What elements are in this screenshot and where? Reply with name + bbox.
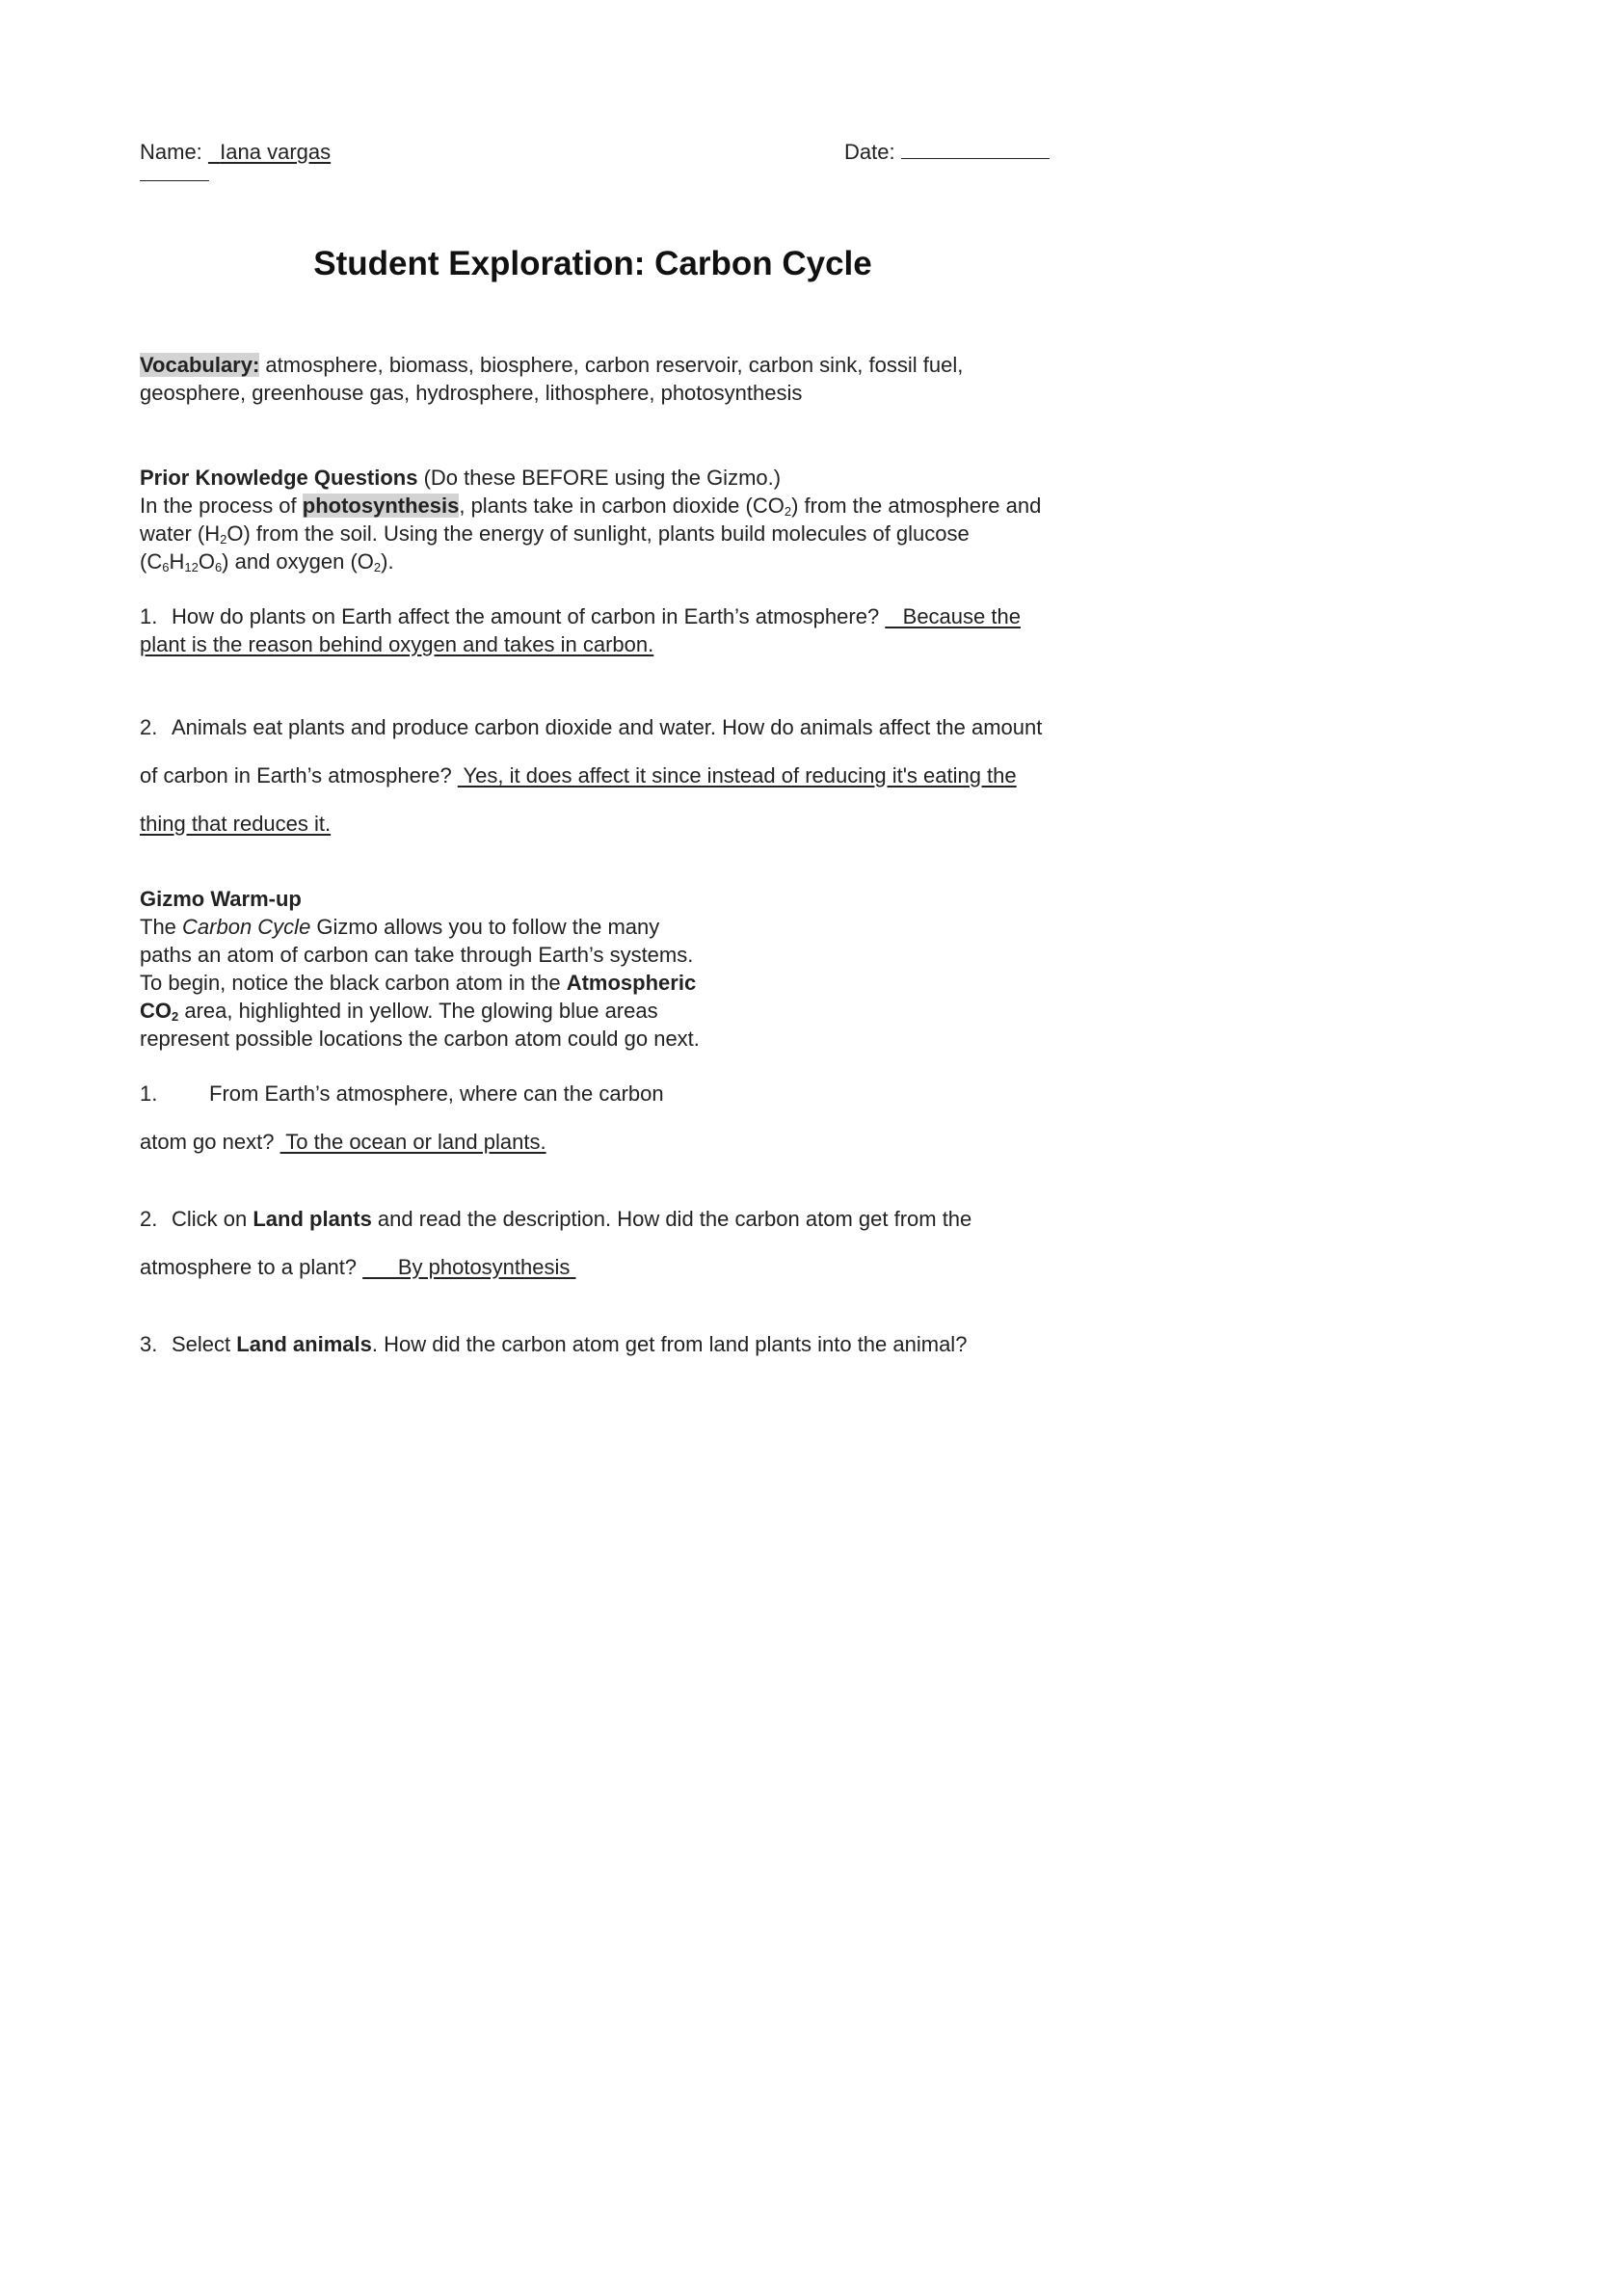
warmup-question-2: 2. Click on Land plants and read the description. How did the carbon atom get from the [140, 1207, 972, 1231]
warmup-question-2-line-2: atmosphere to a plant? By photosynthesis [140, 1255, 576, 1279]
warmup-para-line-5: represent possible locations the carbon atom could go next. [140, 1027, 700, 1051]
warmup-question-1-line-2: atom go next? To the ocean or land plants. [140, 1130, 546, 1154]
page-title: Student Exploration: Carbon Cycle [313, 245, 872, 282]
prior-answer-1-continued: plant is the reason behind oxygen and takes in carbon. [140, 632, 654, 656]
name-line [140, 138, 774, 166]
prior-answer-2-continued: thing that reduces it. [140, 812, 332, 836]
photosynthesis-term: photosynthesis [302, 494, 460, 518]
prior-answer-2[interactable]: Yes, it does affect it since instead of reducing it's eating the [457, 763, 1017, 788]
name-label: Name: [140, 140, 202, 164]
date-label: Date: [844, 140, 895, 164]
prior-knowledge-heading: Prior Knowledge Questions (Do these BEFORE using the Gizmo.) [140, 466, 782, 490]
warmup-answer-2[interactable]: By photosynthesis [362, 1255, 576, 1279]
warmup-heading: Gizmo Warm-up [140, 887, 302, 911]
vocabulary-label: Vocabulary: [140, 353, 260, 377]
date-field-continuation [140, 160, 209, 188]
intro-line-3: $(C_6H_{12}O_6)$ and oxygen $(O_2)$. [140, 549, 394, 574]
prior-question-2: 2. Animals eat plants and produce carbon dioxide and water. How do animals affect the amount [140, 715, 1043, 739]
name-value[interactable]: Iana vargas [220, 140, 332, 164]
date-line [844, 138, 1050, 166]
vocabulary-line-1: Vocabulary: atmosphere, biomass, biosphere, carbon reservoir, carbon sink, fossil fuel, [140, 353, 964, 377]
warmup-question-1: 1. From Earth’s atmosphere, where can the carbon [140, 1081, 664, 1106]
prior-answer-1[interactable]: Because the [885, 604, 1021, 628]
prior-question-1: 1. How do plants on Earth affect the amount of carbon in Earth’s atmosphere? Because the [140, 604, 1021, 628]
warmup-question-3: 3. Select Land animals. How did the carbon atom get from land plants into the animal? [140, 1332, 968, 1356]
date-field[interactable] [901, 139, 1050, 159]
warmup-para-line-3: To begin, notice the black carbon atom in the Atmospheric [140, 971, 697, 995]
prior-question-2-line-2: of carbon in Earth’s atmosphere? Yes, it does affect it since instead of reducing it's eating the [140, 763, 1017, 788]
warmup-answer-1[interactable]: To the ocean or land plants. [279, 1130, 546, 1154]
intro-line-1: In the process of photosynthesis, plants take in carbon dioxide $(CO_2)$ from the atmosphere and [140, 494, 1042, 519]
warmup-para-line-2: paths an atom of carbon can take through Earth’s systems. [140, 943, 694, 967]
warmup-para-line-4: $CO_2$ area, highlighted in yellow. The glowing blue areas [140, 999, 658, 1024]
intro-line-2: water $(H_2O)$ from the soil. Using the energy of sunlight, plants build molecules of glucose [140, 521, 970, 547]
warmup-para-line-1: The Carbon Cycle Gizmo allows you to follow the many [140, 915, 660, 939]
vocabulary-line-2: geosphere, greenhouse gas, hydrosphere, lithosphere, photosynthesis [140, 381, 803, 405]
